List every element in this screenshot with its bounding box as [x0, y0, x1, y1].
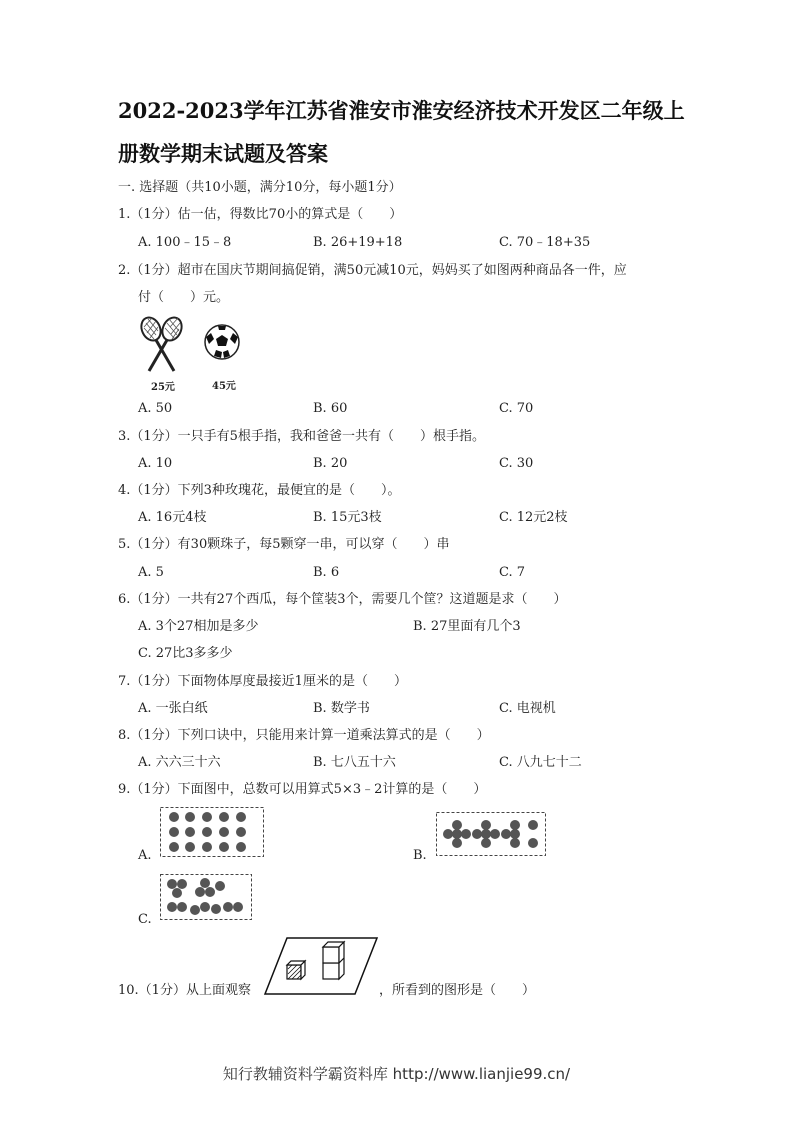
q9-option-a[interactable]: A.	[138, 848, 152, 863]
q5-option-c[interactable]: C. 7	[499, 565, 526, 580]
q7-option-b[interactable]: B. 数学书	[313, 701, 370, 716]
q8-option-b[interactable]: B. 七八五十六	[313, 755, 396, 770]
section-heading: 一. 选择题（共10小题，满分10分，每小题1分）	[118, 180, 402, 195]
q9-option-c[interactable]: C.	[138, 912, 152, 927]
badminton-rackets-image	[134, 315, 190, 375]
q7-option-a[interactable]: A. 一张白纸	[138, 701, 208, 716]
soccer-ball-image	[203, 323, 241, 361]
q3-option-a[interactable]: A. 10	[138, 456, 173, 471]
cubes-on-plane-image	[265, 936, 377, 996]
question-5: 5.（1分）有30颗珠子，每5颗穿一串，可以穿（ ）串	[118, 537, 450, 552]
q6-option-c[interactable]: C. 27比3多多少	[138, 646, 233, 661]
q5-option-b[interactable]: B. 6	[313, 565, 340, 580]
q6-option-a[interactable]: A. 3个27相加是多少	[138, 619, 259, 634]
q4-option-a[interactable]: A. 16元4枝	[138, 510, 207, 525]
page-title-continued: 册数学期末试题及答案	[118, 141, 328, 166]
q4-option-b[interactable]: B. 15元3枝	[313, 510, 382, 525]
question-6: 6.（1分）一共有27个西瓜，每个筐装3个，需要几个筐？这道题是求（ ）	[118, 592, 567, 607]
question-4: 4.（1分）下列3种玫瑰花，最便宜的是（ ）。	[118, 483, 401, 498]
q5-option-a[interactable]: A. 5	[138, 565, 164, 580]
q1-option-a[interactable]: A. 100﹣15﹣8	[138, 235, 232, 250]
q8-option-a[interactable]: A. 六六三十六	[138, 755, 221, 770]
racket-price: 25元	[151, 382, 175, 393]
q2-option-a[interactable]: A. 50	[138, 401, 173, 416]
dots-groups-c-image	[160, 874, 252, 920]
question-2: 2.（1分）超市在国庆节期间搞促销，满50元减10元，妈妈买了如图两种商品各一件，应	[118, 263, 627, 278]
question-3: 3.（1分）一只手有5根手指，我和爸爸一共有（ ）根手指。	[118, 429, 485, 444]
q9-option-b[interactable]: B.	[413, 848, 427, 863]
q3-option-c[interactable]: C. 30	[499, 456, 534, 471]
dots-grid-a-image	[160, 807, 264, 857]
q7-option-c[interactable]: C. 电视机	[499, 701, 556, 716]
question-2-continued: 付（ ）元。	[138, 290, 230, 305]
q1-option-b[interactable]: B. 26+19+18	[313, 235, 403, 250]
q8-option-c[interactable]: C. 八九七十二	[499, 755, 582, 770]
q1-option-c[interactable]: C. 70﹣18+35	[499, 235, 591, 250]
q4-option-c[interactable]: C. 12元2枝	[499, 510, 568, 525]
dots-cross-b-image	[436, 812, 546, 856]
question-9: 9.（1分）下面图中，总数可以用算式5×3﹣2计算的是（ ）	[118, 782, 487, 797]
question-1: 1.（1分）估一估，得数比70小的算式是（ ）	[118, 207, 403, 222]
q3-option-b[interactable]: B. 20	[313, 456, 348, 471]
question-10-continued: ，所看到的图形是（ ）	[379, 983, 536, 998]
page-title: 2022-2023学年江苏省淮安市淮安经济技术开发区二年级上	[118, 98, 685, 123]
ball-price: 45元	[212, 381, 236, 392]
footer-watermark: 知行教辅资料学霸资料库 http://www.lianjie99.cn/	[222, 1065, 571, 1083]
q2-option-b[interactable]: B. 60	[313, 401, 348, 416]
q2-option-c[interactable]: C. 70	[499, 401, 534, 416]
question-7: 7.（1分）下面物体厚度最接近1厘米的是（ ）	[118, 674, 407, 689]
q6-option-b[interactable]: B. 27里面有几个3	[413, 619, 521, 634]
question-8: 8.（1分）下列口诀中，只能用来计算一道乘法算式的是（ ）	[118, 728, 490, 743]
question-10: 10.（1分）从上面观察	[118, 983, 251, 998]
